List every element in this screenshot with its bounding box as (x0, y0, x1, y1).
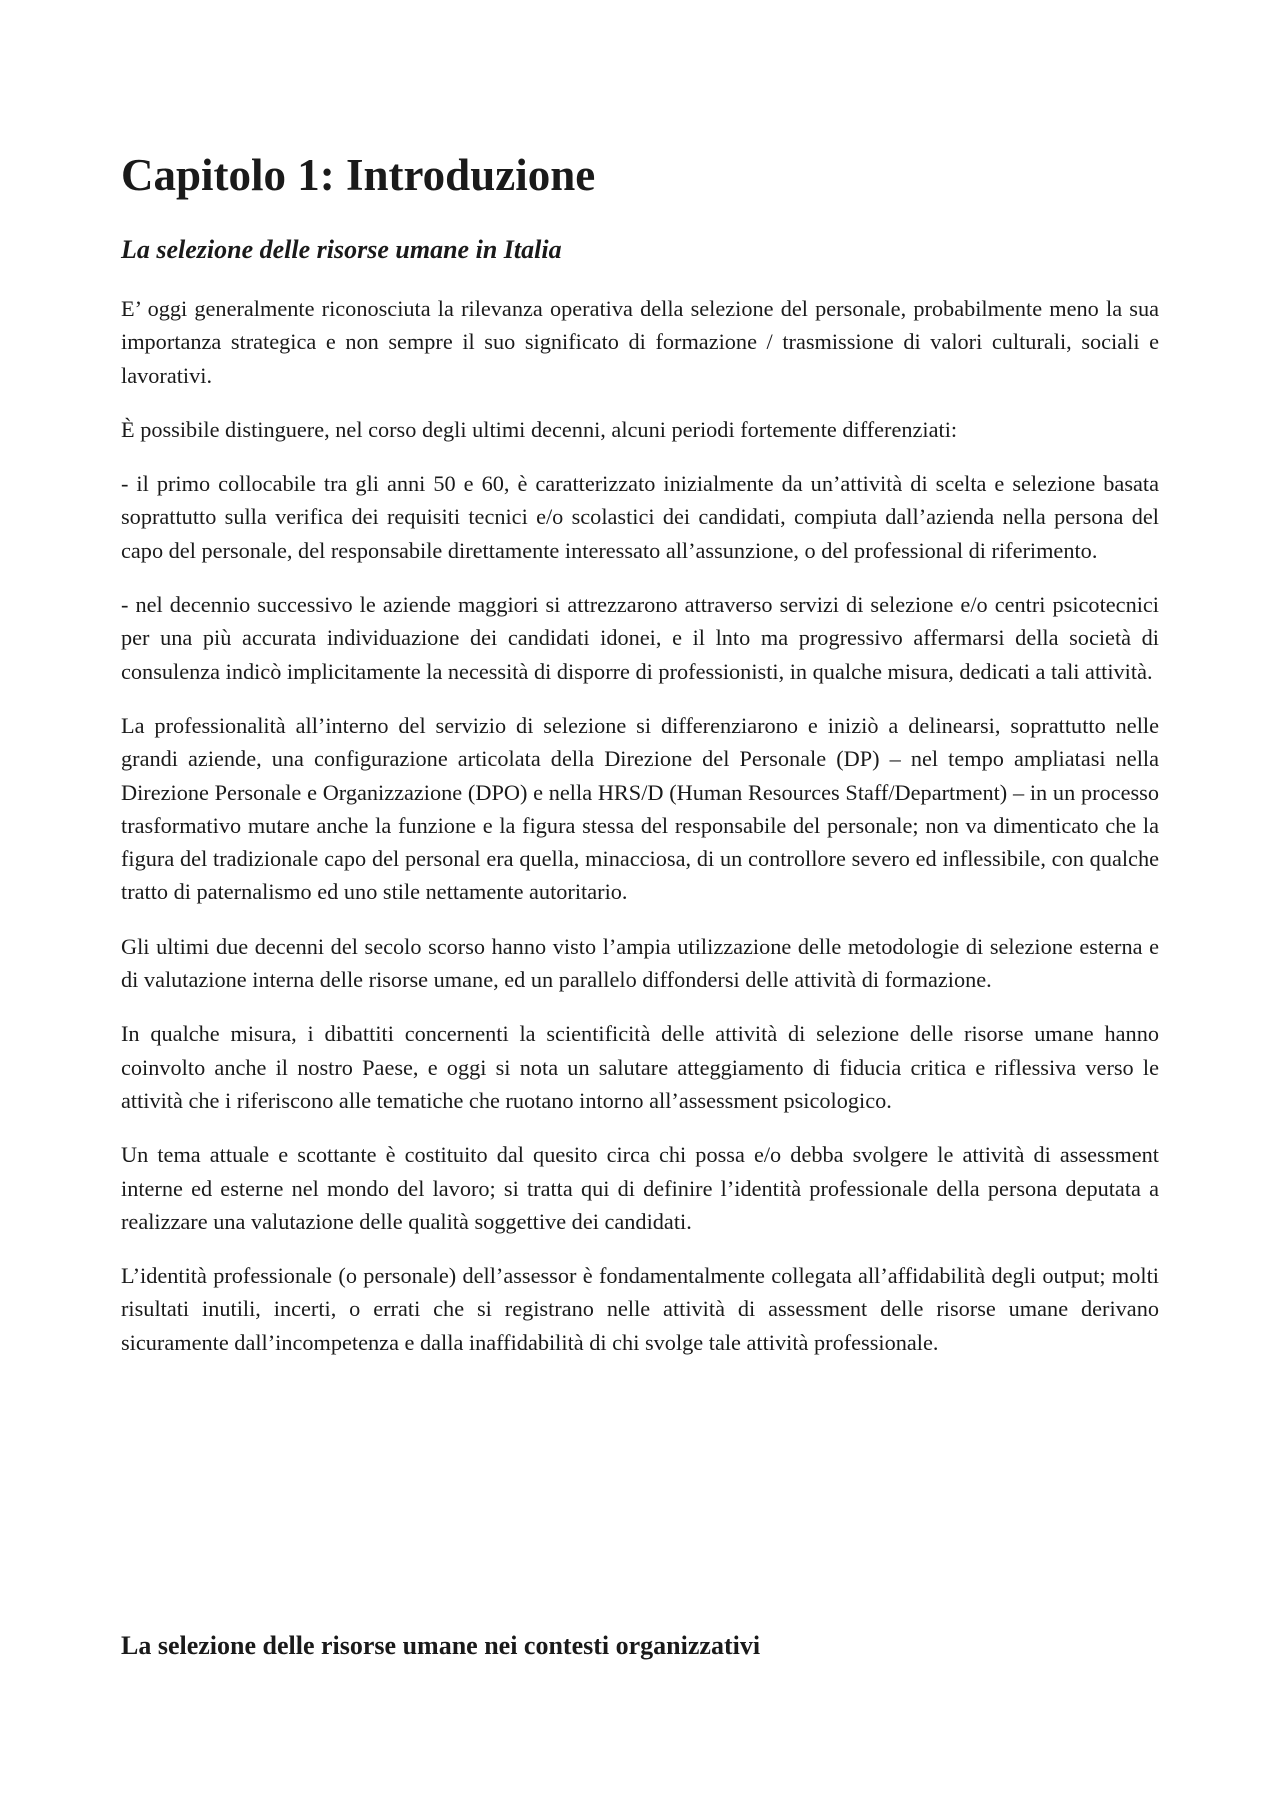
body-text (121, 292, 1159, 1380)
chapter-title: Capitolo 1: Introduzione (121, 150, 596, 200)
paragraph: E’ oggi generalmente riconosciuta la rilevanza operativa della selezione del personale, probabilmente meno la sua importanza strategica e non sempre il suo significato di formazione / trasmissione di valori culturali, sociali e lavorativi. (121, 296, 1159, 388)
paragraph: Gli ultimi due decenni del secolo scorso hanno visto l’ampia utilizzazione delle metodologie di selezione esterna e di valutazione interna delle risorse umane, ed un parallelo diffondersi delle attività di formazione. (121, 933, 1159, 993)
section-title-contesti-organizzativi: La selezione delle risorse umane nei contesti organizzativi (121, 1631, 761, 1660)
paragraph: L’identità professionale (o personale) dell’assessor è fondamentalmente collegata all’affidabilità degli output; molti risultati inutili, incerti, o errati che si registrano nelle attività di assessment delle risorse umane derivano sicuramente dall’incompetenza e dalla inaffidabilità di chi svolge tale attività professionale. (121, 1263, 1159, 1355)
paragraph: - il primo collocabile tra gli anni 50 e 60, è caratterizzato inizialmente da un’attività di scelta e selezione basata soprattutto sulla verifica dei requisiti tecnici e/o scolastici dei candidati, compiuta dall’azienda nella persona del capo del personale, del responsabile direttamente interessato all’assunzione, o del professional di riferimento. (121, 471, 1159, 563)
paragraph: La professionalità all’interno del servizio di selezione si differenziarono e iniziò a delinearsi, soprattutto nelle grandi aziende, una configurazione articolata della Direzione del Personale (DP) – nel tempo ampliatasi nella Direzione Personale e Organizzazione (DPO) e nella HRS/D (Human Resources Staff/Department) – in un processo trasformativo mutare anche la funzione e la figura stessa del responsabile del personale; non va dimenticato che la figura del tradizionale capo del personal era quella, minacciosa, di un controllore severo ed inflessibile, con qualche tratto di paternalismo ed uno stile nettamente autoritario. (121, 712, 1159, 905)
paragraph: In qualche misura, i dibattiti concernenti la scientificità delle attività di selezione delle risorse umane hanno coinvolto anche il nostro Paese, e oggi si nota un salutare atteggiamento di fiducia critica e riflessiva verso le attività che i riferiscono alle tematiche che ruotano intorno all’assessment psicologico. (121, 1021, 1159, 1113)
section-title-risorse-umane-italia: La selezione delle risorse umane in Italia (121, 235, 562, 264)
paragraph: Un tema attuale e scottante è costituito dal quesito circa chi possa e/o debba svolgere le attività di assessment interne ed esterne nel mondo del lavoro; si tratta qui di definire l’identità professionale della persona deputata a realizzare una valutazione delle qualità soggettive dei candidati. (121, 1142, 1159, 1234)
paragraph: È possibile distinguere, nel corso degli ultimi decenni, alcuni periodi fortemente differenziati: (121, 416, 958, 442)
paragraph: - nel decennio successivo le aziende maggiori si attrezzarono attraverso servizi di selezione e/o centri psicotecnici per una più accurata individuazione dei candidati idonei, e il lnto ma progressivo affermarsi della società di consulenza indicò implicitamente la necessità di disporre di professionisti, in qualche misura, dedicati a tali attività. (121, 592, 1159, 684)
